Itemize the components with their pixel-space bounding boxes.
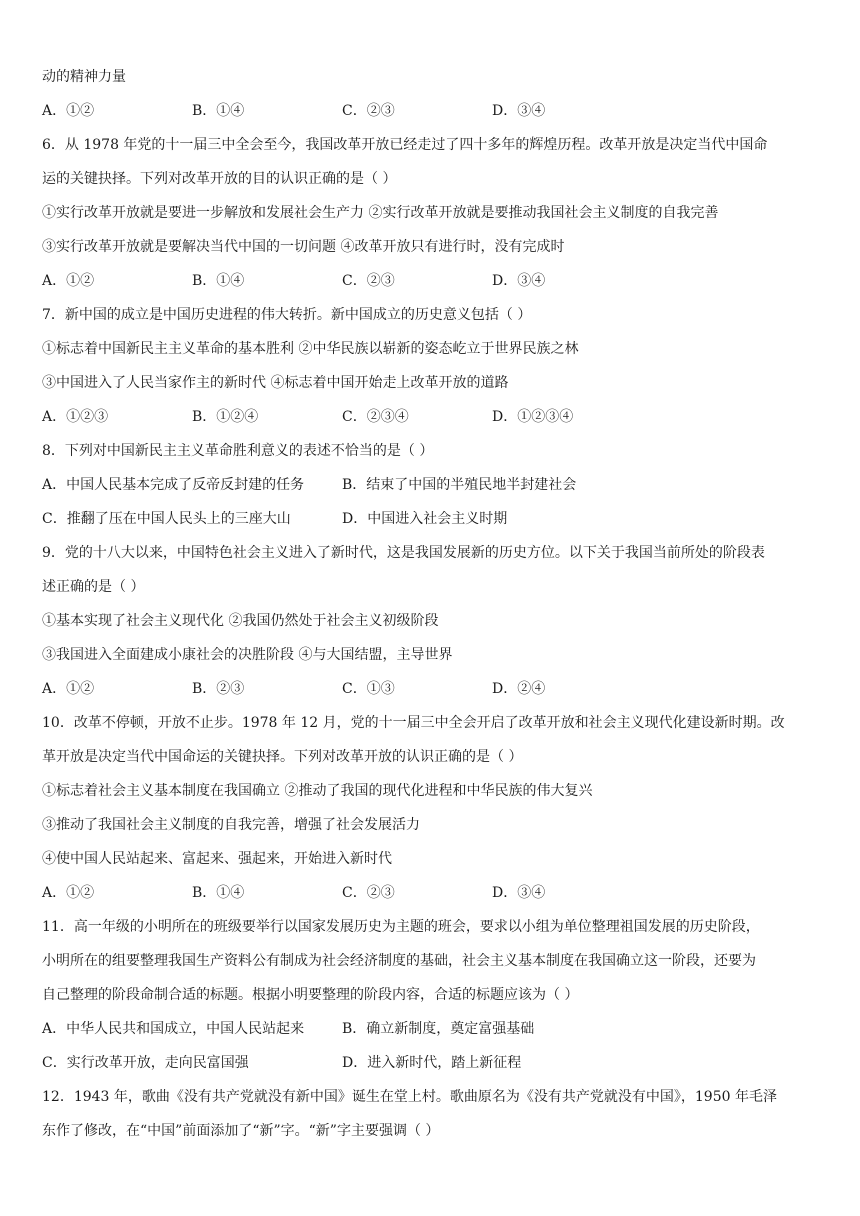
text-line <box>42 162 822 196</box>
text-line <box>42 536 822 570</box>
answer-options <box>42 876 822 910</box>
text-line <box>42 230 822 264</box>
text-line <box>42 570 822 604</box>
line-text: 小明所在的组要整理我国生产资料公有制成为社会经济制度的基础，社会主义基本制度在我国确立这一阶段，还要为 <box>42 953 756 969</box>
text-line <box>42 196 822 230</box>
line-text: 东作了修改，在“中国”前面添加了“新”字。“新”字主要强调（ ） <box>42 1123 440 1139</box>
text-line <box>42 128 822 162</box>
text-line <box>42 1080 822 1114</box>
line-text: 8．下列对中国新民主主义革命胜利意义的表述不恰当的是（ ） <box>42 443 434 459</box>
text-line <box>42 978 822 1012</box>
answer-option: C．②③ <box>342 103 395 119</box>
text-line <box>42 332 822 366</box>
answer-option: D．③④ <box>492 103 546 119</box>
answer-option: C．②③ <box>342 885 395 901</box>
text-line <box>42 434 822 468</box>
answer-option: B．②③ <box>192 681 245 697</box>
answer-option: C．实行改革开放，走向民富国强 <box>42 1055 249 1071</box>
text-line <box>42 638 822 672</box>
answer-option: A．中华人民共和国成立，中国人民站起来 <box>42 1021 305 1037</box>
answer-options <box>42 264 822 298</box>
line-text: 7．新中国的成立是中国历史进程的伟大转折。新中国成立的历史意义包括（ ） <box>42 307 532 323</box>
answer-option: A．中国人民基本完成了反帝反封建的任务 <box>42 477 305 493</box>
line-text: ③中国进入了人民当家作主的新时代 ④标志着中国开始走上改革开放的道路 <box>42 375 509 391</box>
text-line <box>42 842 822 876</box>
line-text: 12．1943 年，歌曲《没有共产党就没有新中国》诞生在堂上村。歌曲原名为《没有共产党就没有中国》，1950 年毛泽 <box>42 1089 777 1105</box>
answer-option: A．①② <box>42 103 95 119</box>
line-text: ③推动了我国社会主义制度的自我完善，增强了社会发展活力 <box>42 817 420 833</box>
answer-option: D．②④ <box>492 681 546 697</box>
answer-option: C．①③ <box>342 681 395 697</box>
line-text: 运的关键抉择。下列对改革开放的目的认识正确的是（ ） <box>42 171 397 187</box>
line-text: 6．从 1978 年党的十一届三中全会至今，我国改革开放已经走过了四十多年的辉煌历程。改革开放是决定当代中国命 <box>42 137 768 153</box>
text-line <box>42 366 822 400</box>
answer-options <box>42 1012 822 1046</box>
answer-option: A．①②③ <box>42 409 109 425</box>
text-line <box>42 298 822 332</box>
text-line <box>42 774 822 808</box>
answer-option: D．①②③④ <box>492 409 574 425</box>
answer-option: B．①②④ <box>192 409 259 425</box>
line-text: 述正确的是（ ） <box>42 579 145 595</box>
line-text: 动的精神力量 <box>42 69 126 85</box>
answer-option: B．结束了中国的半殖民地半封建社会 <box>342 477 577 493</box>
answer-options <box>42 400 822 434</box>
answer-option: D．③④ <box>492 273 546 289</box>
line-text: 革开放是决定当代中国命运的关键抉择。下列对改革开放的认识正确的是（ ） <box>42 749 523 765</box>
line-text: ①基本实现了社会主义现代化 ②我国仍然处于社会主义初级阶段 <box>42 613 439 629</box>
line-text: 自己整理的阶段命制合适的标题。根据小明要整理的阶段内容，合适的标题应该为（ ） <box>42 987 579 1003</box>
text-line <box>42 1114 822 1148</box>
answer-options <box>42 468 822 502</box>
answer-option: C．②③ <box>342 273 395 289</box>
answer-option: A．①② <box>42 273 95 289</box>
answer-option: A．①② <box>42 681 95 697</box>
answer-option: C．②③④ <box>342 409 409 425</box>
answer-option: D．中国进入社会主义时期 <box>342 511 508 527</box>
line-text: ④使中国人民站起来、富起来、强起来，开始进入新时代 <box>42 851 392 867</box>
line-text: 11．高一年级的小明所在的班级要举行以国家发展历史为主题的班会，要求以小组为单位整理祖国发展的历史阶段， <box>42 919 760 935</box>
document-page <box>42 60 822 1148</box>
answer-option: B．①④ <box>192 103 245 119</box>
text-line <box>42 604 822 638</box>
answer-option: B．①④ <box>192 273 245 289</box>
answer-options <box>42 94 822 128</box>
answer-option: D．③④ <box>492 885 546 901</box>
line-text: ①实行改革开放就是要进一步解放和发展社会生产力 ②实行改革开放就是要推动我国社会主义制度的自我完善 <box>42 205 719 221</box>
line-text: ③实行改革开放就是要解决当代中国的一切问题 ④改革开放只有进行时，没有完成时 <box>42 239 565 255</box>
text-line <box>42 910 822 944</box>
answer-option: C．推翻了压在中国人民头上的三座大山 <box>42 511 291 527</box>
line-text: ①标志着中国新民主主义革命的基本胜利 ②中华民族以崭新的姿态屹立于世界民族之林 <box>42 341 579 357</box>
answer-option: B．确立新制度，奠定富强基础 <box>342 1021 535 1037</box>
answer-option: B．①④ <box>192 885 245 901</box>
line-text: ③我国进入全面建成小康社会的决胜阶段 ④与大国结盟，主导世界 <box>42 647 453 663</box>
line-text: 9．党的十八大以来，中国特色社会主义进入了新时代，这是我国发展新的历史方位。以下关于我国当前所处的阶段表 <box>42 545 765 561</box>
text-line <box>42 808 822 842</box>
text-line <box>42 60 822 94</box>
answer-option: A．①② <box>42 885 95 901</box>
text-line <box>42 706 822 740</box>
text-line <box>42 944 822 978</box>
answer-options <box>42 1046 822 1080</box>
line-text: ①标志着社会主义基本制度在我国确立 ②推动了我国的现代化进程和中华民族的伟大复兴 <box>42 783 593 799</box>
answer-options <box>42 672 822 706</box>
text-line <box>42 740 822 774</box>
line-text: 10．改革不停顿，开放不止步。1978 年 12 月，党的十一届三中全会开启了改革开放和社会主义现代化建设新时期。改 <box>42 715 785 731</box>
answer-option: D．进入新时代，踏上新征程 <box>342 1055 522 1071</box>
answer-options <box>42 502 822 536</box>
